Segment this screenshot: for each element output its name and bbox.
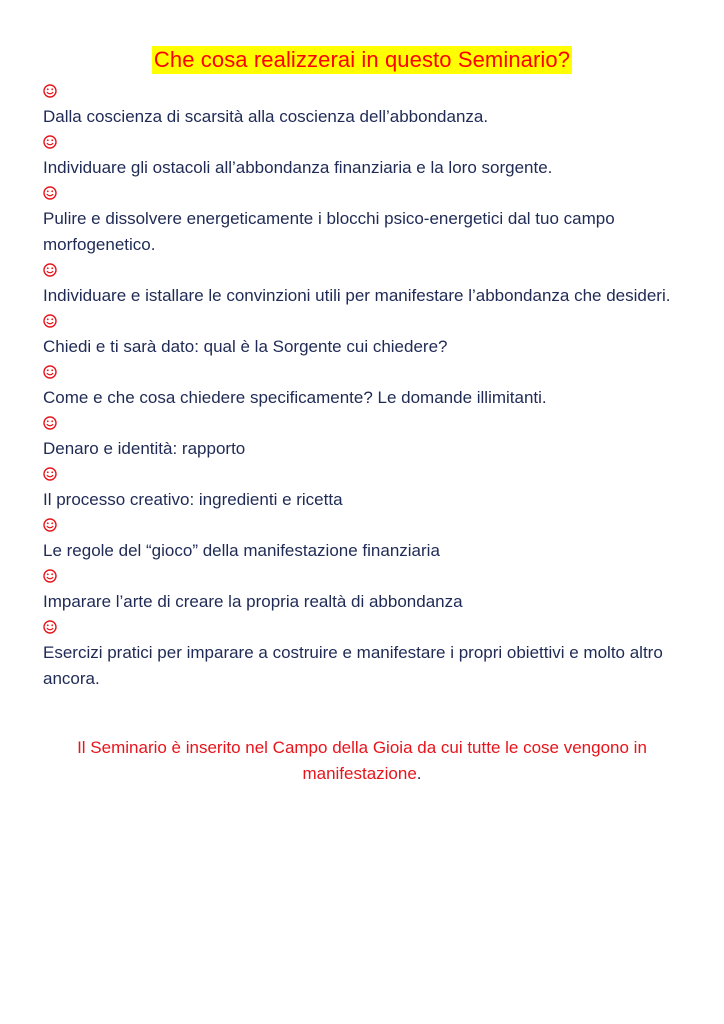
smiley-icon [43,131,61,155]
list-item-text: Come e che cosa chiedere specificamente? Le domande illimitanti. [43,388,547,407]
smiley-icon [43,616,61,640]
smiley-icon [43,259,61,283]
list-item-text: Dalla coscienza di scarsità alla coscienza dell’abbondanza. [43,107,489,126]
smiley-icon [43,182,61,206]
closing-text: Il Seminario è inserito nel Campo della Gioia da cui tutte le cose vengono in manifestazione [77,738,647,783]
smiley-icon [43,361,61,385]
closing-period: . [416,764,422,783]
benefits-list [43,80,683,693]
list-item-text: Le regole del “gioco” della manifestazione finanziaria [43,541,440,560]
list-item [43,361,683,411]
list-item [43,259,683,309]
closing-paragraph [40,735,684,787]
list-item-text: Individuare e istallare le convinzioni utili per manifestare l’abbondanza che desideri. [43,286,671,305]
smiley-icon [43,310,61,334]
list-item-text: Denaro e identità: rapporto [43,439,246,458]
list-item [43,80,683,130]
list-item-text: Pulire e dissolvere energeticamente i blocchi psico-energetici dal tuo campo morfogenetico. [43,209,615,254]
smiley-icon [43,80,61,104]
list-item [43,310,683,360]
list-item-text: Imparare l’arte di creare la propria realtà di abbondanza [43,592,463,611]
list-item-text: Esercizi pratici per imparare a costruire e manifestare i propri obiettivi e molto altro ancora. [43,643,663,688]
list-item [43,616,683,692]
list-item-text: Chiedi e ti sarà dato: qual è la Sorgente cui chiedere? [43,337,448,356]
smiley-icon [43,565,61,589]
list-item-text: Individuare gli ostacoli all’abbondanza finanziaria e la loro sorgente. [43,158,553,177]
page-title: Che cosa realizzerai in questo Seminario? [153,47,571,72]
list-item [43,514,683,564]
list-item-text: Il processo creativo: ingredienti e ricetta [43,490,343,509]
smiley-icon [43,463,61,487]
smiley-icon [43,412,61,436]
list-item [43,463,683,513]
list-item [43,182,683,258]
smiley-icon [43,514,61,538]
list-item [43,131,683,181]
list-item [43,412,683,462]
list-item [43,565,683,615]
title-wrap [0,46,724,74]
